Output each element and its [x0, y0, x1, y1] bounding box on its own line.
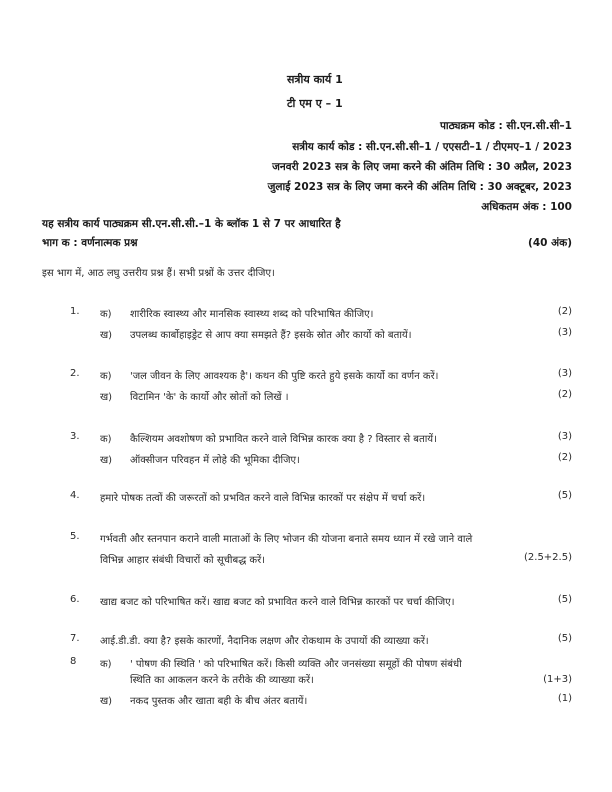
question-text: आई.डी.डी. क्या है? इसके कारणों, नैदानिक लक्षण और रोकथाम के उपायों की व्याख्या करें। [100, 636, 429, 647]
question-text: ' पोषण की स्थिति ' को परिभाषित करें। किसी व्यक्ति और जनसंख्या समूहों की पोषण संबंधी [130, 659, 462, 670]
question-text: कैल्शियम अवशोषण को प्रभावित करने वाले विभिन्न कारक क्या है ? विस्तार से बतायें। [130, 434, 437, 445]
section-marks: (40 अंक) [528, 237, 572, 249]
max-marks: अधिकतम अंक : 100 [481, 201, 572, 213]
part-label: क) [100, 659, 112, 670]
question-number: 8 [70, 656, 77, 667]
question-number: 5. [70, 531, 80, 542]
question-marks: (1) [557, 693, 572, 704]
question-number: 4. [70, 490, 80, 501]
question-marks: (2.5+2.5) [524, 552, 572, 563]
question-text: गर्भवती और स्तनपान कराने वाली माताओं के लिए भोजन की योजना बनाते समय ध्यान में रखे जाने वाले [100, 534, 473, 545]
course-code: पाठ्यक्रम कोड : सी.एन.सी.सी–1 [439, 120, 572, 132]
question-text-continued: स्थिति का आकलन करने के तरीके की व्याख्या करें। [130, 675, 314, 686]
assignment-basis: यह सत्रीय कार्य पाठ्यक्रम सी.एन.सी.सी.–1 के ब्लॉक 1 से 7 पर आधारित है [42, 218, 341, 230]
assignment-code: सत्रीय कार्य कोड : सी.एन.सी.सी–1 / एएसटी–1 / टीएमए–1 / 2023 [292, 141, 572, 153]
question-text: 'जल जीवन के लिए आवश्यक है'। कथन की पुष्टि करते हुये इसके कार्यो का वर्णन करें। [130, 371, 439, 382]
section-instruction: इस भाग में, आठ लघु उत्तरीय प्रश्न हैं। सभी प्रश्नों के उत्तर दीजिए। [42, 268, 275, 279]
question-text: शारीरिक स्वास्थ्य और मानसिक स्वास्थ्य शब्द को परिभाषित कीजिए। [130, 309, 374, 320]
question-text-continued: विभिन्न आहार संबंधी विचारों को सूचीबद्ध करें। [100, 555, 265, 566]
question-text: विटामिन 'के' के कार्यो और स्रोतों को लिखें । [130, 392, 289, 403]
question-text: नकद पुस्तक और खाता बही के बीच अंतर बतायें। [130, 696, 308, 707]
question-marks: (3) [557, 327, 572, 338]
question-number: 1. [70, 306, 80, 317]
question-marks: (5) [557, 633, 572, 644]
assignment-title: सत्रीय कार्य 1 [287, 73, 343, 86]
question-number: 2. [70, 368, 80, 379]
question-text: ऑक्सीजन परिवहन में लोहे की भूमिका दीजिए। [130, 455, 300, 466]
part-label: ख) [100, 455, 113, 466]
part-label: ख) [100, 696, 113, 707]
part-label: क) [100, 371, 112, 382]
assignment-subtitle: टी एम ए – 1 [287, 97, 343, 110]
question-number: 3. [70, 431, 80, 442]
question-marks: (5) [557, 594, 572, 605]
part-label: ख) [100, 330, 113, 341]
question-number: 6. [70, 594, 80, 605]
deadline-january: जनवरी 2023 सत्र के लिए जमा करने की अंतिम तिथि : 30 अप्रैल, 2023 [272, 161, 572, 173]
deadline-july: जुलाई 2023 सत्र के लिए जमा करने की अंतिम तिथि : 30 अक्टूबर, 2023 [267, 181, 572, 193]
question-number: 7. [70, 633, 80, 644]
question-marks: (3) [557, 431, 572, 442]
question-marks: (3) [557, 368, 572, 379]
part-label: क) [100, 434, 112, 445]
question-marks: (5) [557, 490, 572, 501]
question-marks: (1+3) [543, 674, 572, 685]
question-text: खाद्य बजट को परिभाषित करें। खाद्य बजट को प्रभावित करने वाले विभिन्न कारकों पर चर्चा कीजिए। [100, 597, 455, 608]
part-label: क) [100, 309, 112, 320]
question-text: हमारे पोषक तत्वों की जरूरतों को प्रभवित करने वाले विभिन्न कारकों पर संक्षेप में चर्चा करें। [100, 493, 426, 504]
question-text: उपलब्ध कार्बोहाइड्रेट से आप क्या समझते हैं? इसके स्रोत और कार्यो को बतायें। [130, 330, 412, 341]
part-label: ख) [100, 392, 113, 403]
question-marks: (2) [557, 452, 572, 463]
question-marks: (2) [557, 389, 572, 400]
section-title: भाग क : वर्णनात्मक प्रश्न [42, 237, 138, 249]
question-marks: (2) [557, 306, 572, 317]
